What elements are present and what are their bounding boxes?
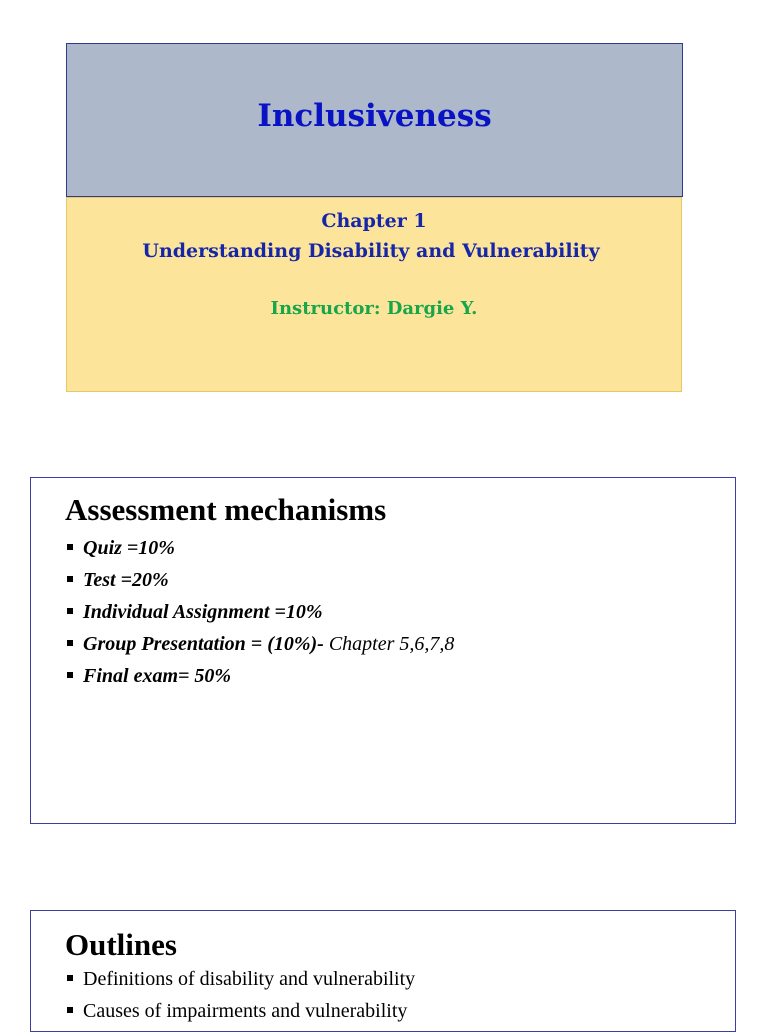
assessment-heading: Assessment mechanisms xyxy=(65,492,387,527)
title-band xyxy=(66,43,683,197)
square-bullet-icon xyxy=(67,544,73,550)
slide-title: Inclusiveness xyxy=(257,98,492,134)
outlines-slide xyxy=(30,910,736,1032)
chapter-title: Understanding Disability and Vulnerability xyxy=(142,240,600,262)
title-slide xyxy=(66,43,682,391)
assessment-item-label: Individual Assignment =10% xyxy=(83,601,323,623)
list-item xyxy=(65,963,415,995)
assessment-item-note: Chapter 5,6,7,8 xyxy=(323,633,455,655)
square-bullet-icon xyxy=(67,576,73,582)
square-bullet-icon xyxy=(67,672,73,678)
instructor-name: Instructor: Dargie Y. xyxy=(270,298,478,319)
subtitle-band xyxy=(66,197,682,392)
chapter-heading xyxy=(67,206,681,266)
assessment-item-label: Group Presentation = (10%)- xyxy=(83,633,324,655)
list-item xyxy=(65,660,454,692)
square-bullet-icon xyxy=(67,1007,73,1013)
list-item xyxy=(65,995,415,1027)
assessment-item-label: Test =20% xyxy=(83,569,169,591)
chapter-number: Chapter 1 xyxy=(321,210,427,232)
list-item xyxy=(65,564,454,596)
outlines-list xyxy=(65,963,415,1027)
list-item xyxy=(65,628,454,660)
assessment-item-label: Quiz =10% xyxy=(83,537,175,559)
assessment-list xyxy=(65,532,454,692)
square-bullet-icon xyxy=(67,975,73,981)
assessment-item-label: Final exam= 50% xyxy=(83,665,232,687)
outline-item-label: Definitions of disability and vulnerability xyxy=(83,968,416,990)
list-item xyxy=(65,532,454,564)
assessment-slide xyxy=(30,477,736,824)
square-bullet-icon xyxy=(67,640,73,646)
square-bullet-icon xyxy=(67,608,73,614)
outline-item-label: Causes of impairments and vulnerability xyxy=(83,1000,408,1022)
outlines-heading: Outlines xyxy=(65,927,177,962)
list-item xyxy=(65,596,454,628)
